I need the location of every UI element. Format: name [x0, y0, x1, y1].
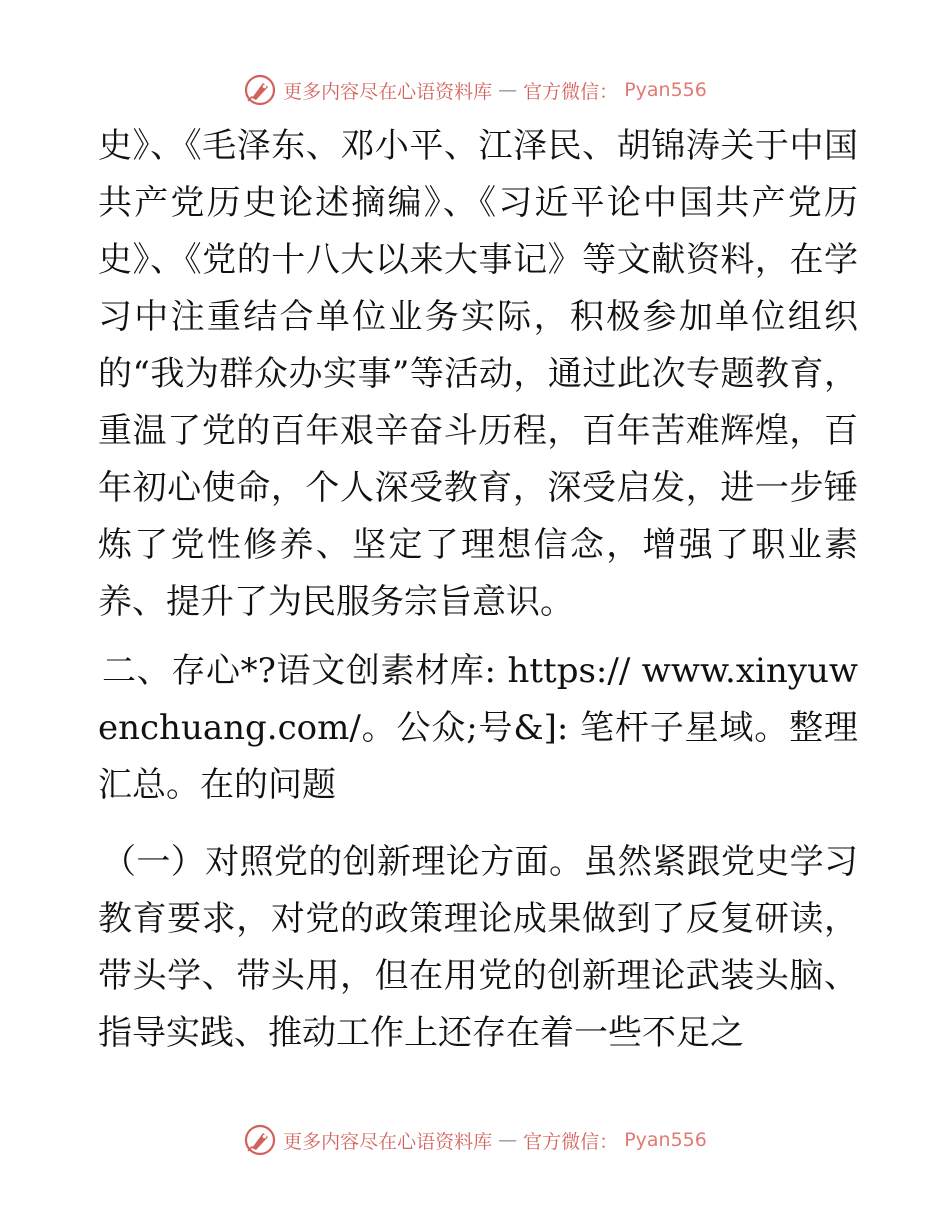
paragraph-1: 史》、《毛泽东、邓小平、江泽民、胡锦涛关于中国共产党历史论述摘编》、《习近平论中国共产党历史》、《党的十八大以来大事记》等文献资料，在学习中注重结合单位业务实际，积极参加单位组织的“我为群众办实事”等活动，通过此次专题教育，重温了党的百年艰辛奋斗历程，百年苦难辉煌，百年初心使命，个人深受教育，深受启发，进一步锤炼了党性修养、坚定了理想信念，增强了职业素养、提升了为民服务宗旨意识。	[98, 126, 858, 622]
header-label: 更多内容尽在心语资料库	[283, 80, 493, 103]
document-body	[98, 118, 858, 1062]
paragraph-2-heading: 二、存心*?语文创素材库: https:// www.xinyuwenchuang.com/。公众;号&]: 笔杆子星域。整理汇总。在的问题	[98, 651, 858, 805]
pen-nib-logo-icon	[243, 73, 277, 107]
header-account-id: Pyan556	[624, 79, 707, 101]
footer-label: 更多内容尽在心语资料库	[283, 1130, 493, 1153]
header-official-label: 官方微信：	[523, 80, 619, 103]
pen-nib-logo-icon	[243, 1123, 277, 1157]
footer-account-id: Pyan556	[624, 1129, 707, 1151]
header-banner	[0, 70, 950, 110]
footer-separator: —	[498, 1129, 518, 1151]
footer-official-label: 官方微信：	[523, 1130, 619, 1153]
header-separator: —	[498, 79, 518, 101]
paragraph-3: （一）对照党的创新理论方面。虽然紧跟党史学习教育要求，对党的政策理论成果做到了反复研读，带头学、带头用，但在用党的创新理论武装头脑、指导实践、推动工作上还存在着一些不足之	[98, 842, 858, 1053]
footer-banner	[0, 1120, 950, 1160]
